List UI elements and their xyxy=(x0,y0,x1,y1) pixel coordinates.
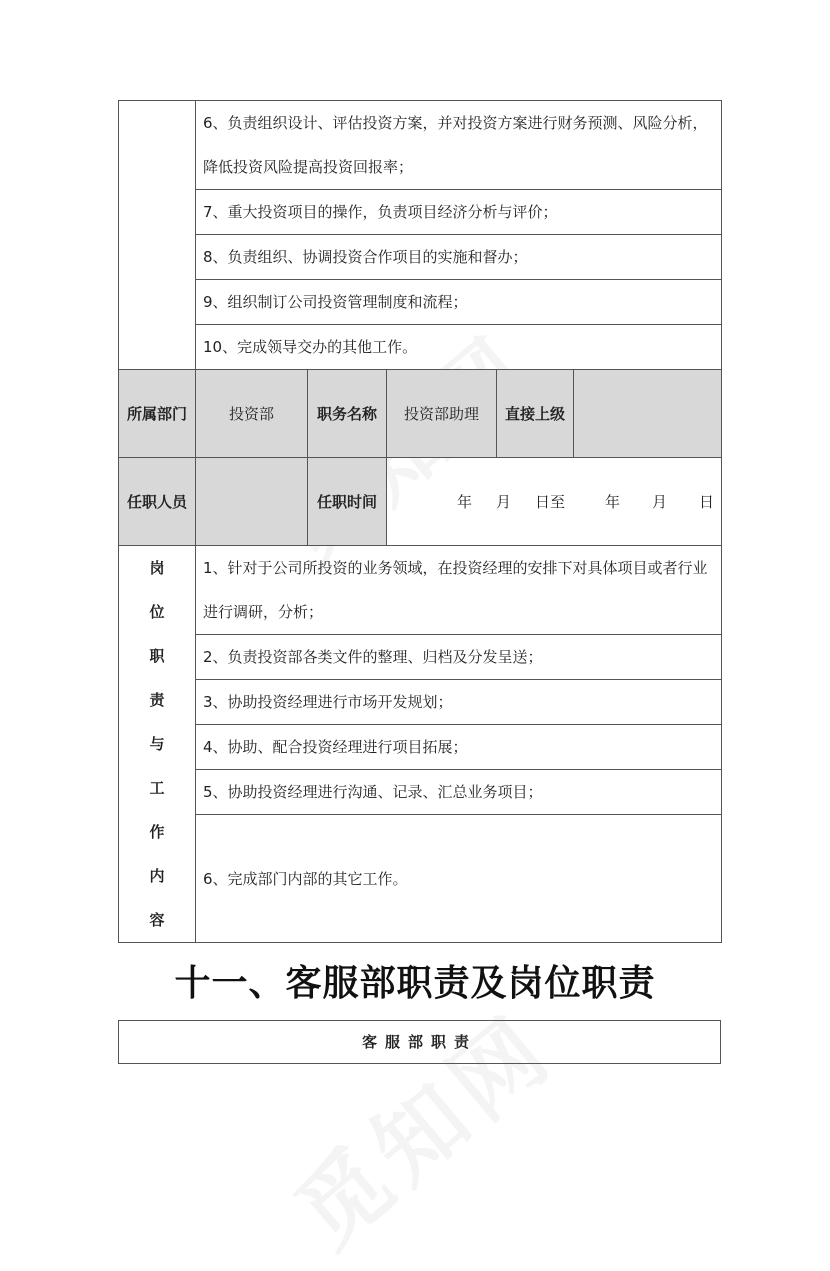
superior-value xyxy=(574,370,722,458)
duty-item: 10、完成领导交办的其他工作。 xyxy=(196,325,722,370)
duty-item: 7、重大投资项目的操作，负责项目经济分析与评价； xyxy=(196,190,722,235)
duty-item: 2、负责投资部各类文件的整理、归档及分发呈送； xyxy=(196,635,722,680)
duty-label-char: 内 xyxy=(149,867,165,885)
duty-item: 9、组织制订公司投资管理制度和流程； xyxy=(196,280,722,325)
duty-item: 8、负责组织、协调投资合作项目的实施和督办； xyxy=(196,235,722,280)
duty-item: 1、针对于公司所投资的业务领域，在投资经理的安排下对具体项目或者行业进行调研，分析； xyxy=(196,546,722,635)
duty-item: 6、完成部门内部的其它工作。 xyxy=(196,815,722,943)
tenure-label: 任职时间 xyxy=(308,458,387,546)
duty-item: 5、协助投资经理进行沟通、记录、汇总业务项目； xyxy=(196,770,722,815)
position-table xyxy=(118,100,722,943)
tenure-month-end: 月 xyxy=(652,492,668,511)
title-value: 投资部助理 xyxy=(387,370,497,458)
duty-label-char: 容 xyxy=(149,911,165,929)
duty-label-char: 与 xyxy=(149,735,165,753)
section-title: 十一、客服部职责及岗位职责 xyxy=(174,963,656,1004)
duty-item: 4、协助、配合投资经理进行项目拓展； xyxy=(196,725,722,770)
superior-label: 直接上级 xyxy=(497,370,574,458)
duty-item: 6、负责组织设计、评估投资方案，并对投资方案进行财务预测、风险分析，降低投资风险提高投资回报率； xyxy=(196,101,722,190)
duty-label-char: 岗 xyxy=(149,559,165,577)
dept-label: 所属部门 xyxy=(119,370,196,458)
duty-label-char: 位 xyxy=(149,603,165,621)
title-label: 职务名称 xyxy=(308,370,387,458)
duty-label-char: 责 xyxy=(149,691,165,709)
service-dept-table xyxy=(118,1020,721,1064)
duty-item: 3、协助投资经理进行市场开发规划； xyxy=(196,680,722,725)
upper-label-cell xyxy=(119,101,196,370)
tenure-year-start: 年 xyxy=(456,492,472,511)
duty-label-char: 职 xyxy=(149,647,165,665)
service-dept-header: 客服部职责 xyxy=(119,1021,721,1064)
holder-label: 任职人员 xyxy=(119,458,196,546)
duty-label-char: 作 xyxy=(149,823,165,841)
tenure-month-start: 月 xyxy=(495,492,511,511)
duty-section-label xyxy=(119,546,196,943)
duty-label-char: 工 xyxy=(149,779,165,797)
holder-value xyxy=(196,458,308,546)
tenure-value xyxy=(387,458,722,546)
tenure-day-end: 日 xyxy=(699,492,715,511)
tenure-day-to: 日至 xyxy=(534,492,565,511)
dept-value: 投资部 xyxy=(196,370,308,458)
tenure-year-end: 年 xyxy=(604,492,620,511)
